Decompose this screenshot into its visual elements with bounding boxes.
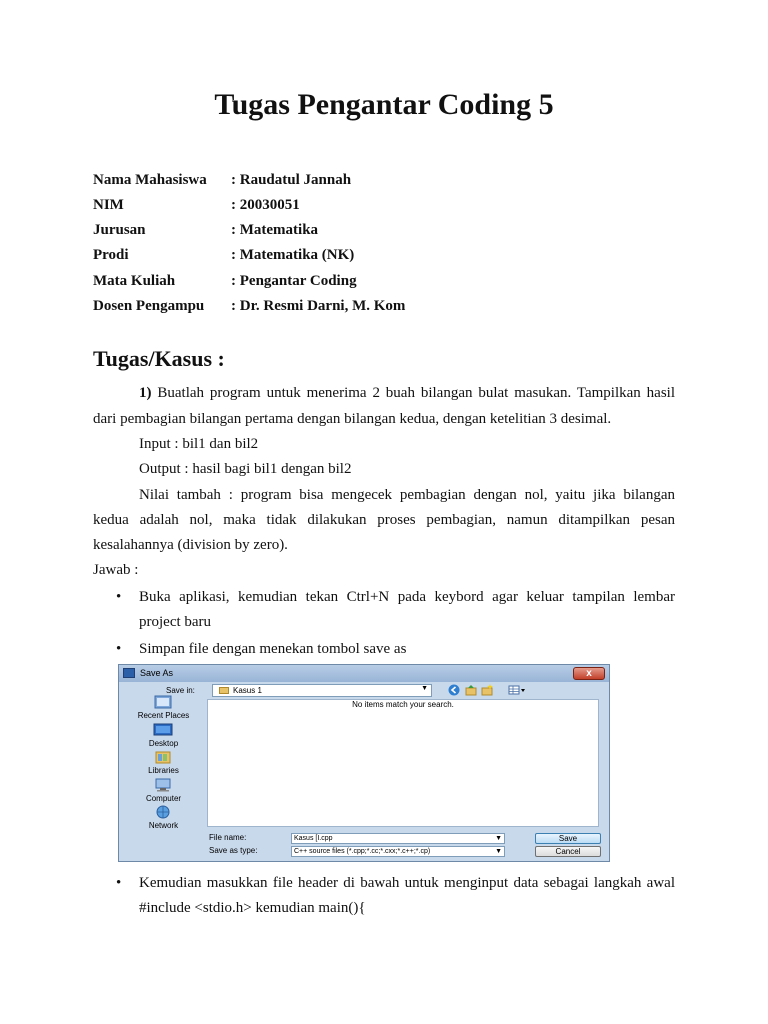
app-icon — [123, 668, 135, 678]
bullet-1-line-1: Buka aplikasi, kemudian tekan Ctrl+N pada keybord agar keluar tampilan lembar — [139, 589, 675, 605]
file-list[interactable] — [207, 699, 599, 827]
file-name-value: Kasus [I.cpp — [294, 835, 333, 842]
new-folder-icon[interactable] — [480, 684, 493, 697]
info-value: : Matematika (NK) — [231, 247, 354, 264]
info-label: Jurusan — [93, 222, 146, 238]
file-name-label: File name: — [209, 833, 247, 842]
place-label: Network — [148, 821, 179, 830]
file-name-field[interactable] — [291, 833, 505, 844]
dialog-titlebar[interactable] — [119, 665, 609, 682]
task-text: Buatlah program untuk menerima 2 buah bilangan bulat masukan. Tampilkan hasil — [157, 385, 675, 401]
network-icon — [151, 805, 175, 819]
save-type-value: C++ source files (*.cpp;*.cc;*.cxx;*.c++;*.cp) — [294, 848, 431, 855]
info-value: : 20030051 — [231, 197, 300, 214]
places-sidebar — [123, 686, 204, 859]
info-value: : Matematika — [231, 222, 318, 239]
save-in-dropdown[interactable] — [212, 684, 432, 697]
task-nilai-line-1: Nilai tambah : program bisa mengecek pembagian dengan nol, yaitu jika bilangan — [139, 487, 675, 503]
jawab-label: Jawab : — [93, 562, 139, 578]
up-folder-icon[interactable] — [464, 684, 477, 697]
task-nilai-line-3: kesalahannya (division by zero). — [93, 537, 288, 553]
cancel-button[interactable]: Cancel — [535, 846, 601, 857]
bullet-icon: • — [116, 875, 122, 891]
place-label: Recent Places — [137, 711, 190, 720]
bullet-icon: • — [116, 589, 122, 605]
folder-icon — [219, 687, 229, 694]
bullet-1-line-2: project baru — [139, 614, 212, 630]
info-value: : Pengantar Coding — [231, 273, 357, 290]
task-input: Input : bil1 dan bil2 — [139, 436, 259, 452]
back-icon[interactable] — [447, 684, 460, 697]
save-in-value: Kasus 1 — [233, 686, 262, 695]
place-label: Computer — [145, 794, 182, 803]
info-label: Mata Kuliah — [93, 273, 176, 289]
recent-places-icon — [151, 695, 175, 709]
desktop-icon — [151, 723, 175, 737]
bullet-2: Simpan file dengan menekan tombol save as — [139, 641, 407, 657]
task-number: 1) — [139, 385, 152, 401]
dialog-title: Save As — [140, 668, 174, 678]
task-nilai-line-2: kedua adalah nol, maka tidak dilakukan proses pembagian, namun ditampilkan pesan — [93, 512, 675, 528]
save-type-dropdown[interactable] — [291, 846, 505, 857]
info-label: NIM — [93, 197, 124, 213]
view-menu-icon[interactable] — [508, 684, 521, 697]
page-title: Tugas Pengantar Coding 5 — [214, 88, 554, 121]
chevron-down-icon: ▼ — [495, 835, 502, 842]
place-label: Libraries — [148, 766, 179, 775]
chevron-down-icon: ▼ — [421, 685, 428, 692]
save-button[interactable]: Save — [535, 833, 601, 844]
section-heading: Tugas/Kasus : — [93, 346, 225, 371]
info-label: Nama Mahasiswa — [93, 172, 207, 188]
bullet-icon: • — [116, 641, 122, 657]
task-output: Output : hasil bagi bil1 dengan bil2 — [139, 461, 352, 477]
close-button[interactable]: x — [573, 667, 605, 680]
libraries-icon — [151, 750, 175, 764]
info-value: : Dr. Resmi Darni, M. Kom — [231, 298, 405, 315]
task-line-1 — [93, 385, 675, 402]
save-in-label: Save in: — [166, 686, 195, 695]
info-label: Dosen Pengampu — [93, 298, 205, 314]
place-label: Desktop — [148, 739, 179, 748]
computer-icon — [151, 778, 175, 792]
info-value: : Raudatul Jannah — [231, 172, 351, 189]
save-type-label: Save as type: — [209, 846, 258, 855]
info-label: Prodi — [93, 247, 129, 263]
chevron-down-icon: ▼ — [495, 848, 502, 855]
save-as-dialog — [118, 664, 610, 862]
bullet-3-line-1: Kemudian masukkan file header di bawah untuk menginput data sebagai langkah awal — [139, 875, 675, 891]
empty-message: No items match your search. — [352, 700, 454, 709]
bullet-3-line-2: #include <stdio.h> kemudian main(){ — [139, 900, 366, 916]
task-line-2: dari pembagian bilangan pertama dengan bilangan kedua, dengan ketelitian 3 desimal. — [93, 411, 612, 427]
